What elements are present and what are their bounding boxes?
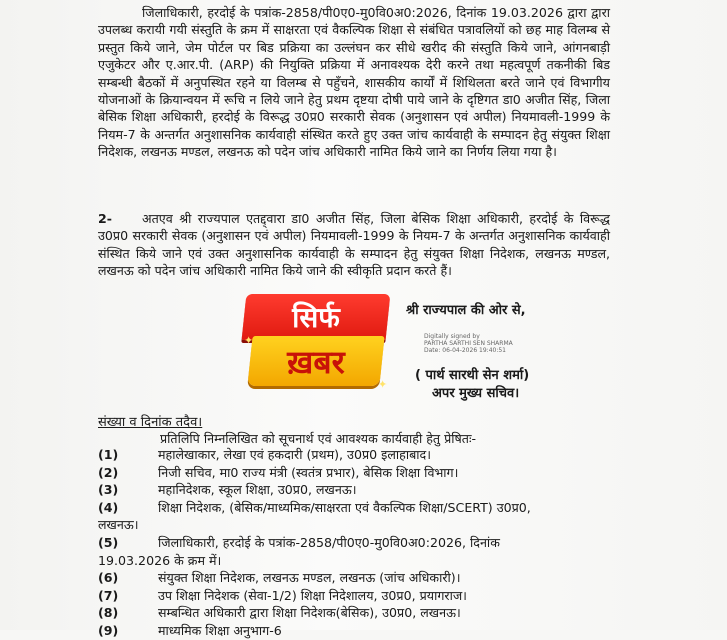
list-item <box>98 534 618 552</box>
list-item-text: निजी सचिव, मा0 राज्य मंत्री (स्वतंत्र प्रभार), बेसिक शिक्षा विभाग। <box>158 464 459 480</box>
list-item <box>98 481 618 499</box>
digital-signature-line-1: Digitally signed by <box>424 333 480 340</box>
list-item <box>98 464 618 482</box>
list-item <box>98 587 618 605</box>
list-item-number: (7) <box>98 587 119 603</box>
digital-signature-line-2: PARTHA SARTHI SEN SHARMA <box>424 340 513 347</box>
sparkle-icon: ✦ <box>244 334 254 347</box>
list-item-continuation: लखनऊ। <box>98 517 139 533</box>
sirf-khabar-logo <box>240 294 392 394</box>
list-item-number: (8) <box>98 605 119 621</box>
list-item-number: (5) <box>98 534 119 550</box>
list-item-number: (6) <box>98 570 119 586</box>
list-item <box>98 622 618 640</box>
paragraph-1: जिलाधिकारी, हरदोई के पत्रांक-2858/पी0ए0-मु0वि0अ0:2026, दिनांक 19.03.2026 द्वारा द्वारा उपलब्ध करायी गयी संस्तुति के क्रम में साक्षरता एवं वैकल्पिक शिक्षा से संबंधित पत्रावलियों को छह माह विलम्ब से प्रस्तुत किये जाने, जेम पोर्टल पर बिड प्रक्रिया का उल्लंघन कर सीधे खरीद की संस्तुति किये जाने, आंगनबाड़ी एजुकेटर और ए.आर.पी. (ARP) की नियुक्ति प्रक्रिया में अनावश्यक देरी करने तथा महत्वपूर्ण तकनीकी बिड सम्बन्धी बैठकों में अनुपस्थित रहने या विलम्ब से पहुँचने, शासकीय कार्यों में शिथिलता बरते जाने एवं विभागीय योजनाओं के क्रियान्वयन में रूचि न लिये जाने हेतु प्रथम दृष्टया दोषी पाये जाने के दृष्टिगत डा0 अजीत सिंह, जिला बेसिक शिक्षा अधिकारी, हरदोई के विरूद्ध उ0प्र0 सरकारी सेवक (अनुशासन एवं अपील) नियमावली-1999 के नियम-7 के अन्तर्गत अनुशासनिक कार्यवाही संस्थित करते हुए उक्त जांच कार्यवाही के सम्पादन हेतु संयुक्त शिक्षा निदेशक, लखनऊ मण्डल, लखनऊ को पदेन जांच अधिकारी नामित किये जाने का निर्णय लिया गया है। <box>98 5 610 160</box>
logo-top-text: सिर्फ <box>292 301 340 334</box>
list-item-text: महालेखाकार, लेखा एवं हकदारी (प्रथम), उ0प्र0 इलाहाबाद। <box>158 447 431 462</box>
digital-signature-line-3: Date: 06-04-2026 19:40:51 <box>424 347 506 354</box>
list-item-text: महानिदेशक, स्कूल शिक्षा, उ0प्र0, लखनऊ। <box>158 482 357 498</box>
list-item-number: (1) <box>98 447 119 462</box>
list-item-continuation: 19.03.2026 के क्रम में। <box>98 552 222 568</box>
paragraph-2-number: 2- <box>98 211 112 226</box>
logo-bottom-banner <box>247 336 384 386</box>
list-item <box>98 569 618 587</box>
list-item-text: शिक्षा निदेशक, (बेसिक/माध्यमिक/साक्षरता एवं वैकल्पिक शिक्षा/SCERT) उ0प्र0, <box>158 499 531 515</box>
list-item-text: जिलाधिकारी, हरदोई के पत्रांक-2858/पी0ए0-मु0वि0अ0:2026, दिनांक <box>158 534 500 550</box>
list-item-text: सम्बन्धित अधिकारी द्वारा शिक्षा निदेशक(बेसिक), उ0प्र0, लखनऊ। <box>158 605 461 621</box>
copy-to-line: प्रतिलिपि निम्नलिखित को सूचनार्थ एवं आवश्यक कार्यवाही हेतु प्रेषितः- <box>160 431 477 446</box>
list-item-number: (2) <box>98 464 119 480</box>
reference-line: संख्या व दिनांक तदैव। <box>98 415 203 430</box>
list-item-text: माध्यमिक शिक्षा अनुभाग-6 <box>158 622 282 638</box>
list-item-number: (3) <box>98 482 119 498</box>
digital-signature <box>424 333 513 354</box>
list-item-text: उप शिक्षा निदेशक (सेवा-1/2) शिक्षा निदेशालय, उ0प्र0, प्रयागराज। <box>158 587 467 603</box>
list-item <box>98 446 618 464</box>
sparkle-icon: ✦ <box>378 378 388 391</box>
list-item <box>98 499 618 517</box>
list-item-number: (9) <box>98 622 119 638</box>
paragraph-2 <box>98 210 610 280</box>
signatory-designation: अपर मुख्य सचिव। <box>432 386 520 401</box>
paragraph-2-text: अतएव श्री राज्यपाल एतद्द्वारा डा0 अजीत सिंह, जिला बेसिक शिक्षा अधिकारी, हरदोई के विरूद्ध उ0प्र0 सरकारी सेवक (अनुशासन एवं अपील) नियमावली-1999 के नियम-7 के अन्तर्गत अनुशासनिक कार्यवाही संस्थित किये जाने एवं उक्त अनुशासनिक कार्यवाही के सम्पादन हेतु संयुक्त शिक्षा निदेशक, लखनऊ मण्डल, लखनऊ को पदेन जांच अधिकारी नामित किये जाने की स्वीकृति प्रदान करते हैं। <box>98 211 610 279</box>
on-behalf-line: श्री राज्यपाल की ओर से, <box>406 303 526 318</box>
signatory-name: ( पार्थ सारथी सेन शर्मा) <box>415 368 530 383</box>
list-item-number: (4) <box>98 499 119 515</box>
logo-top-banner <box>242 294 391 340</box>
list-item <box>98 604 618 622</box>
logo-bottom-text: ख़बर <box>287 343 345 381</box>
list-item-text: संयुक्त शिक्षा निदेशक, लखनऊ मण्डल, लखनऊ (जांच अधिकारी)। <box>158 570 461 586</box>
copy-recipient-list <box>98 446 618 640</box>
